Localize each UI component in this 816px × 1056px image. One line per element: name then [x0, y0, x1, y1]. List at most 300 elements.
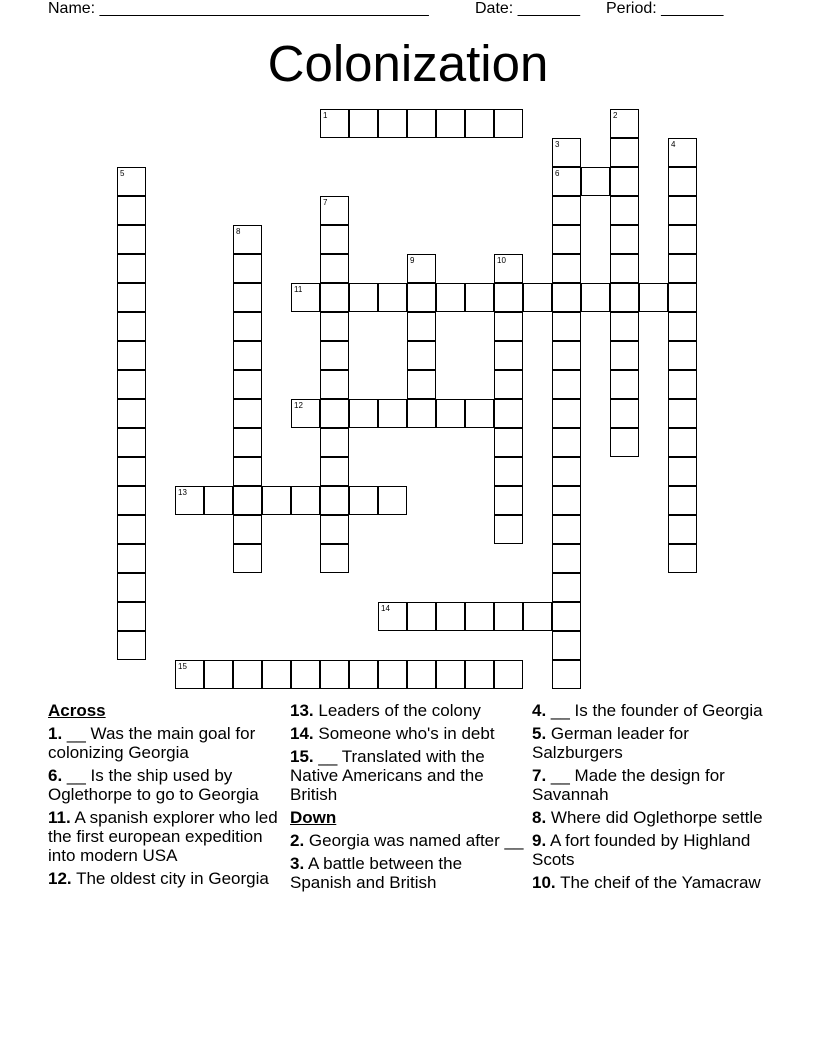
grid-cell[interactable]: [668, 486, 697, 515]
grid-cell[interactable]: [668, 196, 697, 225]
letter-input[interactable]: [437, 110, 464, 137]
grid-cell[interactable]: [262, 486, 291, 515]
letter-input[interactable]: [553, 226, 580, 253]
letter-input[interactable]: [234, 661, 261, 688]
grid-cell[interactable]: [552, 341, 581, 370]
grid-cell[interactable]: [378, 486, 407, 515]
letter-input[interactable]: [321, 226, 348, 253]
letter-input[interactable]: [408, 313, 435, 340]
grid-cell[interactable]: [465, 109, 494, 138]
grid-cell[interactable]: [117, 167, 146, 196]
letter-input[interactable]: [553, 255, 580, 282]
letter-input[interactable]: [234, 255, 261, 282]
grid-cell[interactable]: [233, 486, 262, 515]
letter-input[interactable]: [118, 226, 145, 253]
grid-cell[interactable]: [233, 254, 262, 283]
letter-input[interactable]: [321, 313, 348, 340]
letter-input[interactable]: [321, 255, 348, 282]
grid-cell[interactable]: [494, 428, 523, 457]
letter-input[interactable]: [379, 487, 406, 514]
letter-input[interactable]: [350, 487, 377, 514]
letter-input[interactable]: [669, 255, 696, 282]
grid-cell[interactable]: [378, 660, 407, 689]
letter-input[interactable]: [582, 284, 609, 311]
letter-input[interactable]: [234, 429, 261, 456]
letter-input[interactable]: [466, 110, 493, 137]
grid-cell[interactable]: [436, 109, 465, 138]
letter-input[interactable]: [611, 371, 638, 398]
letter-input[interactable]: [379, 400, 406, 427]
grid-cell[interactable]: [610, 312, 639, 341]
letter-input[interactable]: [292, 661, 319, 688]
letter-input[interactable]: [350, 284, 377, 311]
letter-input[interactable]: [495, 603, 522, 630]
grid-cell[interactable]: [117, 399, 146, 428]
grid-cell[interactable]: [436, 283, 465, 312]
grid-cell[interactable]: [494, 312, 523, 341]
grid-cell[interactable]: [407, 660, 436, 689]
grid-cell[interactable]: [668, 370, 697, 399]
letter-input[interactable]: [553, 516, 580, 543]
grid-cell[interactable]: [407, 341, 436, 370]
grid-cell[interactable]: [494, 515, 523, 544]
grid-cell[interactable]: [320, 283, 349, 312]
grid-cell[interactable]: [494, 283, 523, 312]
grid-cell[interactable]: [523, 283, 552, 312]
letter-input[interactable]: [321, 400, 348, 427]
letter-input[interactable]: [234, 284, 261, 311]
letter-input[interactable]: [611, 226, 638, 253]
letter-input[interactable]: [669, 284, 696, 311]
grid-cell[interactable]: [320, 428, 349, 457]
grid-cell[interactable]: [407, 254, 436, 283]
letter-input[interactable]: [669, 429, 696, 456]
letter-input[interactable]: [118, 603, 145, 630]
letter-input[interactable]: [118, 516, 145, 543]
letter-input[interactable]: [553, 429, 580, 456]
letter-input[interactable]: [321, 342, 348, 369]
letter-input[interactable]: [379, 661, 406, 688]
grid-cell[interactable]: [349, 486, 378, 515]
letter-input[interactable]: [611, 284, 638, 311]
grid-cell[interactable]: [639, 283, 668, 312]
letter-input[interactable]: [118, 342, 145, 369]
letter-input[interactable]: [611, 197, 638, 224]
letter-input[interactable]: [437, 661, 464, 688]
letter-input[interactable]: [669, 371, 696, 398]
letter-input[interactable]: [234, 516, 261, 543]
grid-cell[interactable]: [349, 660, 378, 689]
grid-cell[interactable]: [552, 457, 581, 486]
grid-cell[interactable]: [436, 602, 465, 631]
grid-cell[interactable]: [320, 196, 349, 225]
letter-input[interactable]: [524, 284, 551, 311]
letter-input[interactable]: [466, 284, 493, 311]
letter-input[interactable]: [321, 487, 348, 514]
letter-input[interactable]: [495, 313, 522, 340]
letter-input[interactable]: [118, 371, 145, 398]
grid-cell[interactable]: [117, 225, 146, 254]
grid-cell[interactable]: [117, 196, 146, 225]
letter-input[interactable]: [321, 661, 348, 688]
grid-cell[interactable]: [233, 457, 262, 486]
grid-cell[interactable]: [117, 515, 146, 544]
letter-input[interactable]: [408, 284, 435, 311]
grid-cell[interactable]: [233, 312, 262, 341]
grid-cell[interactable]: [407, 399, 436, 428]
grid-cell[interactable]: [117, 486, 146, 515]
grid-cell[interactable]: [117, 370, 146, 399]
letter-input[interactable]: [553, 371, 580, 398]
grid-cell[interactable]: [320, 399, 349, 428]
grid-cell[interactable]: [320, 544, 349, 573]
letter-input[interactable]: [205, 487, 232, 514]
grid-cell[interactable]: [320, 515, 349, 544]
clue-across-15: 15. __ Translated with the Native Americans and the British: [290, 747, 485, 804]
grid-cell[interactable]: [233, 660, 262, 689]
grid-cell[interactable]: [465, 283, 494, 312]
grid-cell[interactable]: [610, 109, 639, 138]
grid-cell[interactable]: [291, 399, 320, 428]
grid-cell[interactable]: [233, 341, 262, 370]
grid-cell[interactable]: [494, 602, 523, 631]
grid-cell[interactable]: [668, 225, 697, 254]
letter-input[interactable]: [495, 371, 522, 398]
letter-input[interactable]: [553, 197, 580, 224]
letter-input[interactable]: [234, 487, 261, 514]
grid-cell[interactable]: [552, 196, 581, 225]
letter-input[interactable]: [553, 574, 580, 601]
grid-cell[interactable]: [610, 283, 639, 312]
grid-cell[interactable]: [291, 486, 320, 515]
grid-cell[interactable]: [610, 196, 639, 225]
letter-input[interactable]: [408, 110, 435, 137]
grid-cell[interactable]: [320, 341, 349, 370]
letter-input[interactable]: [118, 284, 145, 311]
date-field[interactable]: Date: _______: [475, 0, 580, 17]
letter-input[interactable]: [321, 545, 348, 572]
grid-cell[interactable]: [233, 544, 262, 573]
grid-cell[interactable]: [610, 341, 639, 370]
clues-column-1: [48, 701, 284, 892]
grid-cell[interactable]: [407, 283, 436, 312]
grid-cell[interactable]: [523, 602, 552, 631]
grid-cell[interactable]: [349, 283, 378, 312]
grid-cell[interactable]: [233, 370, 262, 399]
letter-input[interactable]: [669, 400, 696, 427]
letter-input[interactable]: [611, 313, 638, 340]
letter-input[interactable]: [118, 574, 145, 601]
letter-input[interactable]: [408, 371, 435, 398]
letter-input[interactable]: [234, 371, 261, 398]
clue-number: 11: [294, 285, 303, 294]
letter-input[interactable]: [582, 168, 609, 195]
letter-input[interactable]: [669, 516, 696, 543]
grid-cell[interactable]: [436, 660, 465, 689]
letter-input[interactable]: [118, 313, 145, 340]
grid-cell[interactable]: [552, 544, 581, 573]
clue-number: 10: [497, 256, 506, 265]
clue-number: 3: [555, 140, 560, 149]
grid-cell[interactable]: [552, 660, 581, 689]
grid-cell[interactable]: [668, 138, 697, 167]
letter-input[interactable]: [408, 400, 435, 427]
letter-input[interactable]: [437, 284, 464, 311]
letter-input[interactable]: [234, 545, 261, 572]
letter-input[interactable]: [118, 545, 145, 572]
clue-number: 2: [613, 111, 618, 120]
grid-cell[interactable]: [552, 515, 581, 544]
grid-cell[interactable]: [552, 399, 581, 428]
grid-cell[interactable]: [465, 399, 494, 428]
letter-input[interactable]: [611, 429, 638, 456]
letter-input[interactable]: [553, 603, 580, 630]
grid-cell[interactable]: [610, 138, 639, 167]
grid-cell[interactable]: [668, 312, 697, 341]
grid-cell[interactable]: [320, 109, 349, 138]
grid-cell[interactable]: [175, 486, 204, 515]
letter-input[interactable]: [263, 661, 290, 688]
grid-cell[interactable]: [117, 283, 146, 312]
grid-cell[interactable]: [668, 457, 697, 486]
grid-cell[interactable]: [407, 312, 436, 341]
grid-cell[interactable]: [320, 312, 349, 341]
grid-cell[interactable]: [552, 167, 581, 196]
letter-input[interactable]: [553, 545, 580, 572]
grid-cell[interactable]: [320, 225, 349, 254]
letter-input[interactable]: [118, 458, 145, 485]
letter-input[interactable]: [611, 139, 638, 166]
grid-cell[interactable]: [465, 602, 494, 631]
grid-cell[interactable]: [262, 660, 291, 689]
grid-cell[interactable]: [175, 660, 204, 689]
grid-cell[interactable]: [552, 254, 581, 283]
grid-cell[interactable]: [378, 602, 407, 631]
letter-input[interactable]: [495, 342, 522, 369]
grid-cell[interactable]: [291, 283, 320, 312]
letter-input[interactable]: [553, 342, 580, 369]
letter-input[interactable]: [669, 313, 696, 340]
grid-cell[interactable]: [117, 602, 146, 631]
grid-cell[interactable]: [407, 370, 436, 399]
grid-cell[interactable]: [378, 399, 407, 428]
letter-input[interactable]: [234, 342, 261, 369]
letter-input[interactable]: [118, 632, 145, 659]
letter-input[interactable]: [292, 487, 319, 514]
grid-cell[interactable]: [668, 515, 697, 544]
grid-cell[interactable]: [668, 544, 697, 573]
clue-number: 4: [671, 140, 676, 149]
grid-cell[interactable]: [349, 109, 378, 138]
grid-cell[interactable]: [610, 254, 639, 283]
letter-input[interactable]: [553, 458, 580, 485]
grid-cell[interactable]: [552, 602, 581, 631]
letter-input[interactable]: [437, 400, 464, 427]
grid-cell[interactable]: [378, 109, 407, 138]
letter-input[interactable]: [611, 255, 638, 282]
grid-cell[interactable]: [494, 254, 523, 283]
grid-cell[interactable]: [117, 573, 146, 602]
grid-cell[interactable]: [320, 660, 349, 689]
grid-cell[interactable]: [610, 167, 639, 196]
grid-cell[interactable]: [436, 399, 465, 428]
letter-input[interactable]: [118, 255, 145, 282]
letter-input[interactable]: [495, 429, 522, 456]
grid-cell[interactable]: [552, 486, 581, 515]
grid-cell[interactable]: [117, 254, 146, 283]
grid-cell[interactable]: [552, 428, 581, 457]
letter-input[interactable]: [611, 400, 638, 427]
letter-input[interactable]: [118, 429, 145, 456]
letter-input[interactable]: [495, 458, 522, 485]
grid-cell[interactable]: [610, 399, 639, 428]
letter-input[interactable]: [234, 313, 261, 340]
grid-cell[interactable]: [320, 486, 349, 515]
letter-input[interactable]: [321, 429, 348, 456]
clue-down-4: 4. __ Is the founder of Georgia: [532, 701, 763, 720]
letter-input[interactable]: [524, 603, 551, 630]
grid-cell[interactable]: [320, 254, 349, 283]
grid-cell[interactable]: [349, 399, 378, 428]
grid-cell[interactable]: [552, 225, 581, 254]
grid-cell[interactable]: [552, 631, 581, 660]
grid-cell[interactable]: [494, 399, 523, 428]
clue-down-10: 10. The cheif of the Yamacraw: [532, 873, 761, 892]
letter-input[interactable]: [669, 168, 696, 195]
letter-input[interactable]: [408, 342, 435, 369]
grid-cell[interactable]: [668, 399, 697, 428]
letter-input[interactable]: [350, 110, 377, 137]
grid-cell[interactable]: [204, 486, 233, 515]
letter-input[interactable]: [553, 284, 580, 311]
letter-input[interactable]: [466, 603, 493, 630]
letter-input[interactable]: [379, 110, 406, 137]
grid-cell[interactable]: [407, 109, 436, 138]
letter-input[interactable]: [553, 400, 580, 427]
grid-cell[interactable]: [117, 312, 146, 341]
letter-input[interactable]: [350, 661, 377, 688]
letter-input[interactable]: [669, 197, 696, 224]
letter-input[interactable]: [640, 284, 667, 311]
grid-cell[interactable]: [407, 602, 436, 631]
grid-cell[interactable]: [233, 515, 262, 544]
grid-cell[interactable]: [465, 660, 494, 689]
letter-input[interactable]: [263, 487, 290, 514]
grid-cell[interactable]: [291, 660, 320, 689]
letter-input[interactable]: [234, 458, 261, 485]
letter-input[interactable]: [234, 400, 261, 427]
letter-input[interactable]: [466, 400, 493, 427]
letter-input[interactable]: [321, 458, 348, 485]
grid-cell[interactable]: [552, 283, 581, 312]
grid-cell[interactable]: [552, 370, 581, 399]
down-heading: Down: [290, 808, 337, 827]
letter-input[interactable]: [495, 487, 522, 514]
grid-cell[interactable]: [117, 457, 146, 486]
letter-input[interactable]: [495, 661, 522, 688]
grid-cell[interactable]: [668, 341, 697, 370]
letter-input[interactable]: [205, 661, 232, 688]
grid-cell[interactable]: [552, 312, 581, 341]
grid-cell[interactable]: [233, 428, 262, 457]
grid-cell[interactable]: [581, 283, 610, 312]
letter-input[interactable]: [379, 284, 406, 311]
clue-down-2: 2. Georgia was named after __: [290, 831, 524, 850]
letter-input[interactable]: [611, 168, 638, 195]
letter-input[interactable]: [553, 661, 580, 688]
grid-cell[interactable]: [668, 167, 697, 196]
grid-cell[interactable]: [233, 283, 262, 312]
name-field[interactable]: Name: _____________________________________: [48, 0, 429, 17]
letter-input[interactable]: [321, 371, 348, 398]
grid-cell[interactable]: [117, 544, 146, 573]
letter-input[interactable]: [118, 400, 145, 427]
letter-input[interactable]: [495, 516, 522, 543]
letter-input[interactable]: [118, 197, 145, 224]
letter-input[interactable]: [321, 516, 348, 543]
grid-cell[interactable]: [378, 283, 407, 312]
period-field[interactable]: Period: _______: [606, 0, 724, 17]
letter-input[interactable]: [553, 313, 580, 340]
grid-cell[interactable]: [668, 254, 697, 283]
grid-cell[interactable]: [320, 370, 349, 399]
letter-input[interactable]: [437, 603, 464, 630]
grid-cell[interactable]: [494, 660, 523, 689]
grid-cell[interactable]: [668, 283, 697, 312]
letter-input[interactable]: [495, 110, 522, 137]
grid-cell[interactable]: [117, 428, 146, 457]
grid-cell[interactable]: [117, 341, 146, 370]
letter-input[interactable]: [495, 400, 522, 427]
letter-input[interactable]: [669, 487, 696, 514]
letter-input[interactable]: [466, 661, 493, 688]
letter-input[interactable]: [118, 487, 145, 514]
grid-cell[interactable]: [610, 428, 639, 457]
letter-input[interactable]: [408, 603, 435, 630]
grid-cell[interactable]: [610, 370, 639, 399]
clue-down-7: 7. __ Made the design for Savannah: [532, 766, 725, 804]
grid-cell[interactable]: [552, 573, 581, 602]
letter-input[interactable]: [495, 284, 522, 311]
letter-input[interactable]: [669, 458, 696, 485]
grid-cell[interactable]: [552, 138, 581, 167]
grid-cell[interactable]: [581, 167, 610, 196]
letter-input[interactable]: [350, 400, 377, 427]
letter-input[interactable]: [669, 226, 696, 253]
letter-input[interactable]: [553, 487, 580, 514]
grid-cell[interactable]: [494, 341, 523, 370]
letter-input[interactable]: [553, 632, 580, 659]
letter-input[interactable]: [669, 545, 696, 572]
letter-input[interactable]: [611, 342, 638, 369]
clues-column-3: [532, 701, 768, 896]
grid-cell[interactable]: [117, 631, 146, 660]
grid-cell[interactable]: [668, 428, 697, 457]
letter-input[interactable]: [408, 661, 435, 688]
grid-cell[interactable]: [494, 457, 523, 486]
grid-cell[interactable]: [494, 109, 523, 138]
clue-number: 8: [236, 227, 241, 236]
letter-input[interactable]: [669, 342, 696, 369]
letter-input[interactable]: [321, 284, 348, 311]
grid-cell[interactable]: [204, 660, 233, 689]
grid-cell[interactable]: [494, 370, 523, 399]
grid-cell[interactable]: [494, 486, 523, 515]
grid-cell[interactable]: [610, 225, 639, 254]
grid-cell[interactable]: [320, 457, 349, 486]
grid-cell[interactable]: [233, 225, 262, 254]
grid-cell[interactable]: [233, 399, 262, 428]
